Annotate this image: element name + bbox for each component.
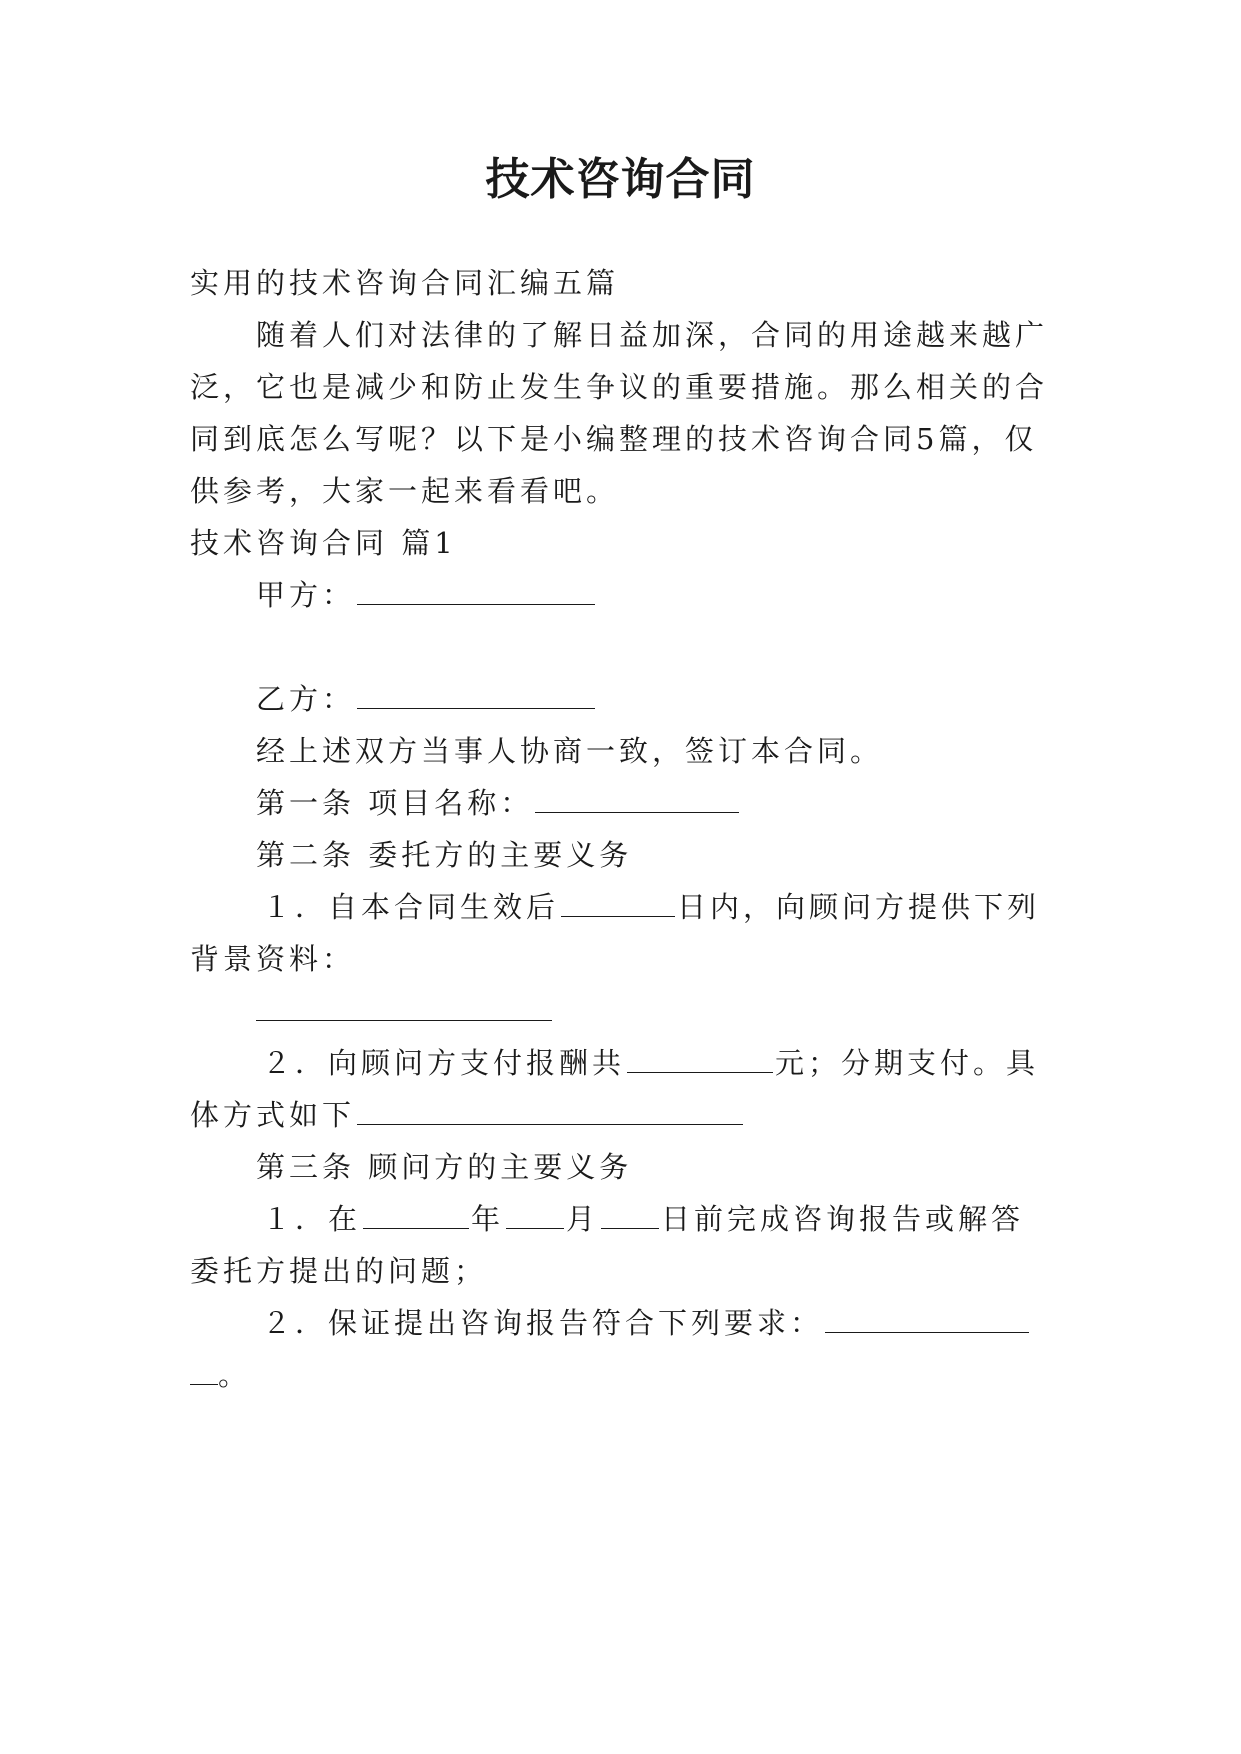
party-a-blank bbox=[357, 576, 595, 605]
requirements-blank-cont bbox=[190, 1356, 218, 1385]
a2-item1-days-blank bbox=[561, 888, 675, 917]
a3-item1-cont: 委托方提出的问题； bbox=[190, 1254, 488, 1288]
a2-item1-line bbox=[262, 887, 1142, 927]
article-1-line bbox=[256, 783, 1136, 823]
party-b-blank bbox=[357, 680, 595, 709]
document-title: 技术咨询合同 bbox=[485, 154, 756, 205]
materials-line bbox=[256, 991, 1136, 1031]
project-name-blank bbox=[535, 784, 739, 813]
article-3-heading: 第三条 顾问方的主要义务 bbox=[256, 1150, 633, 1184]
a3-item2-line bbox=[262, 1303, 1142, 1343]
month-blank bbox=[506, 1200, 564, 1229]
a2-item1-cont: 背景资料： bbox=[190, 942, 356, 976]
a3-item2-end: 。 bbox=[218, 1358, 252, 1392]
intro-text-2: 泛，它也是减少和防止发生争议的重要措施。那么相关的合 bbox=[190, 370, 1049, 404]
a2-item2-line bbox=[262, 1043, 1142, 1083]
a2-item2-cont-line bbox=[190, 1095, 1070, 1135]
article-2-heading: 第二条 委托方的主要义务 bbox=[256, 838, 633, 872]
party-a-label: 甲方： bbox=[256, 578, 356, 612]
a3-item1-prefix: １．在 bbox=[262, 1202, 362, 1236]
payment-method-blank bbox=[357, 1096, 743, 1125]
day-blank bbox=[601, 1200, 659, 1229]
a2-item2-cont: 体方式如下 bbox=[190, 1098, 356, 1132]
a3-item1-suffix: 日前完成咨询报告或解答 bbox=[661, 1202, 1025, 1236]
intro-line-4: 供参考，大家一起来看看吧。 bbox=[190, 474, 620, 508]
article-1-label: 第一条 项目名称： bbox=[256, 786, 534, 820]
party-a-line bbox=[256, 575, 1136, 615]
a2-item1-prefix: １．自本合同生效后 bbox=[262, 890, 560, 924]
a2-item2-suffix: 元；分期支付。具 bbox=[775, 1046, 1040, 1080]
subtitle: 实用的技术咨询合同汇编五篇 bbox=[190, 266, 620, 300]
materials-blank bbox=[256, 992, 552, 1021]
intro-line-2 bbox=[190, 367, 1070, 407]
year-blank bbox=[363, 1200, 469, 1229]
requirements-blank bbox=[825, 1304, 1029, 1333]
month-label: 月 bbox=[566, 1202, 600, 1236]
a2-item1-suffix: 日内，向顾问方提供下列 bbox=[677, 890, 1041, 924]
intro-text-3: 同到底怎么写呢？以下是小编整理的技术咨询合同5篇，仅 bbox=[190, 422, 1038, 456]
intro-line-1 bbox=[256, 315, 1049, 355]
a3-item2-end-line bbox=[190, 1355, 1070, 1395]
a3-item1-line bbox=[262, 1199, 1142, 1239]
a2-item2-amount-blank bbox=[627, 1044, 773, 1073]
agreement-text: 经上述双方当事人协商一致，签订本合同。 bbox=[256, 734, 884, 768]
a2-item2-prefix: ２．向顾问方支付报酬共 bbox=[262, 1046, 626, 1080]
party-b-label: 乙方： bbox=[256, 682, 356, 716]
party-b-line bbox=[256, 679, 1136, 719]
intro-line-3 bbox=[190, 419, 1070, 459]
section-heading: 技术咨询合同 篇1 bbox=[190, 526, 457, 560]
a3-item2-prefix: ２．保证提出咨询报告符合下列要求： bbox=[262, 1306, 824, 1340]
year-label: 年 bbox=[471, 1202, 505, 1236]
intro-text-1: 随着人们对法律的了解日益加深，合同的用途越来越广 bbox=[256, 318, 1049, 352]
